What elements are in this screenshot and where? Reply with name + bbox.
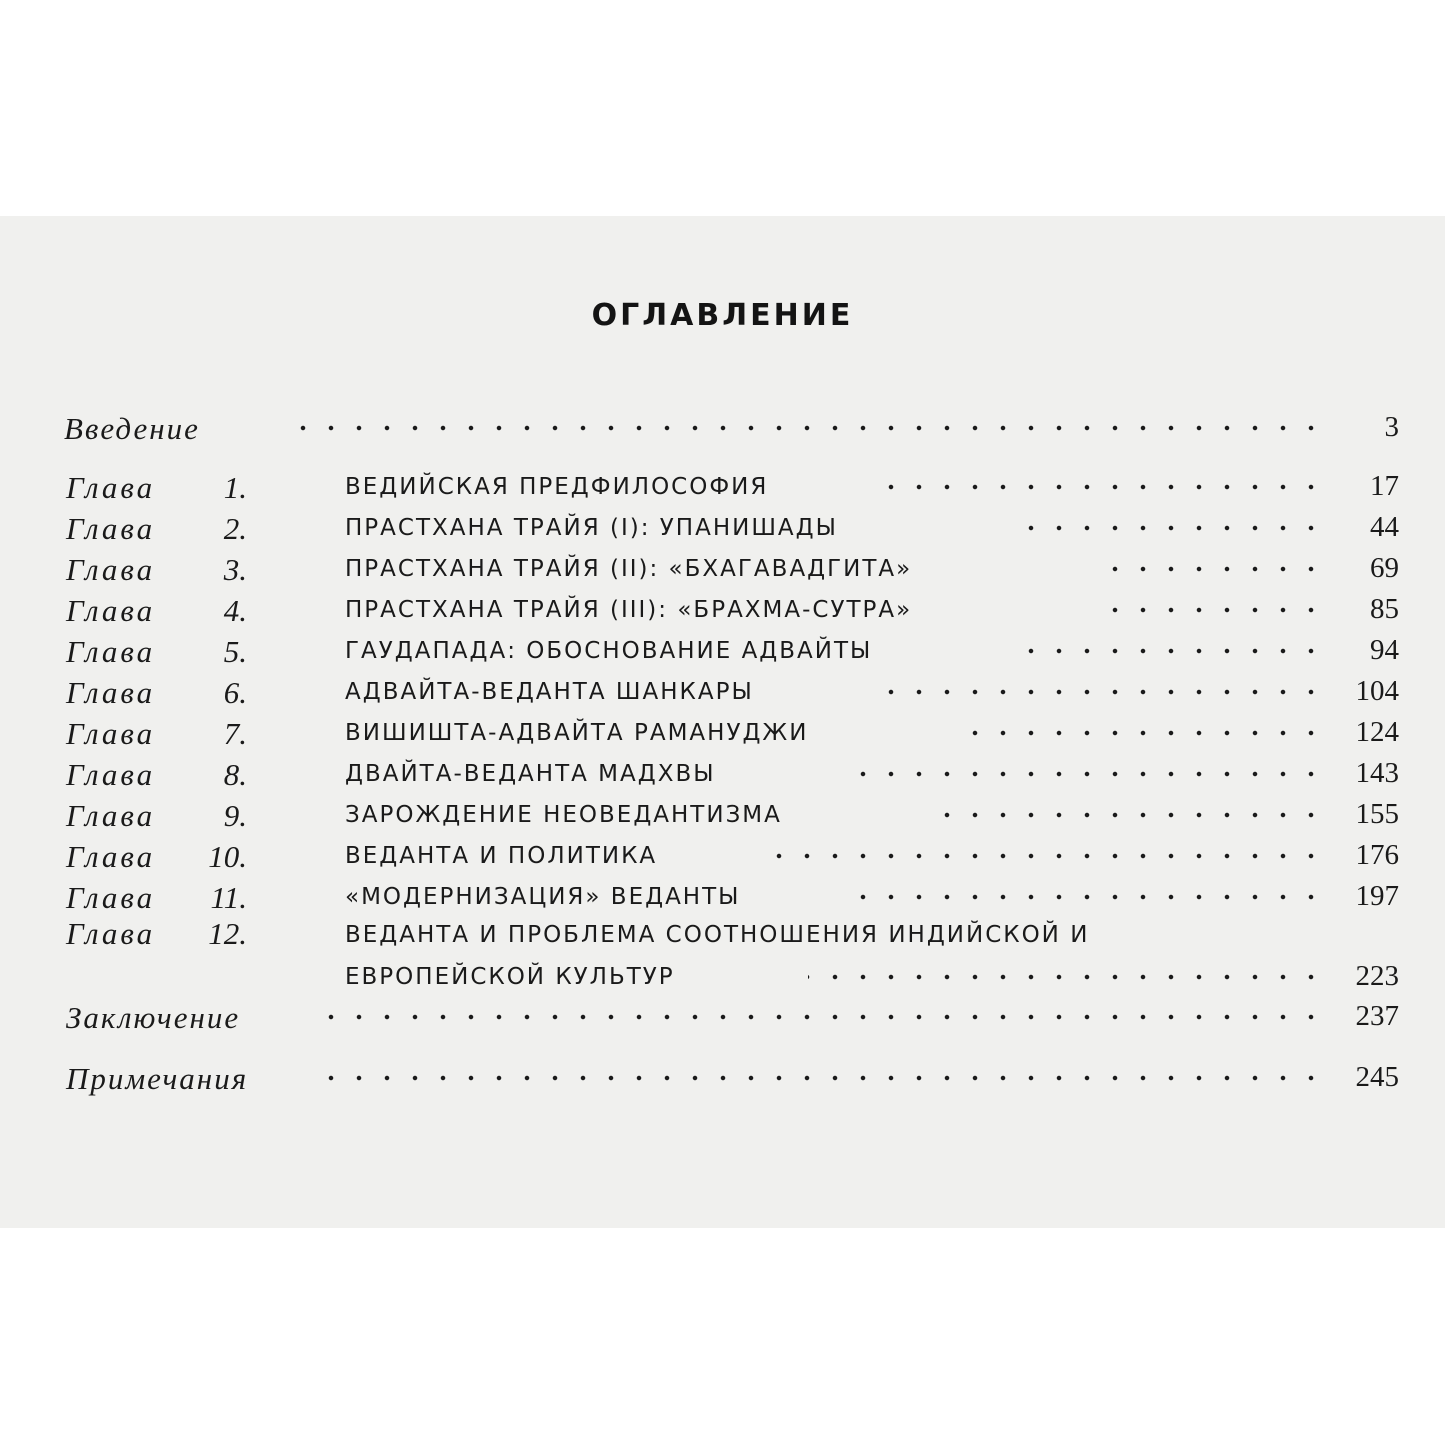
chapter-word: Глава <box>66 634 156 669</box>
chapter-word: Глава <box>66 675 156 710</box>
toc-entry-chapter-6[interactable] <box>0 675 1445 719</box>
page-number: 124 <box>1355 716 1399 748</box>
chapter-title: ПРАСТХАНА ТРАЙЯ (II): «БХАГАВАДГИТА» <box>345 556 913 582</box>
dot-leader <box>880 685 1325 699</box>
dot-leader <box>858 767 1325 781</box>
dot-leader <box>934 808 1325 822</box>
page-number: 143 <box>1355 757 1399 789</box>
chapter-word: Глава <box>66 716 156 751</box>
chapter-number: 8. <box>223 757 247 792</box>
chapter-word: Глава <box>66 552 156 587</box>
chapter-number: 12. <box>208 916 247 951</box>
toc-entry-chapter-9[interactable] <box>0 798 1445 842</box>
dot-leader <box>852 890 1325 904</box>
page-number: 17 <box>1370 470 1399 502</box>
chapter-number: 10. <box>208 839 247 874</box>
chapter-number: 3. <box>223 552 247 587</box>
page-number: 245 <box>1355 1061 1399 1093</box>
dot-leader <box>808 970 1325 984</box>
toc-entry-conclusion[interactable] <box>0 1000 1445 1044</box>
page-number: 3 <box>1384 411 1399 443</box>
dot-leader <box>306 1071 1325 1085</box>
chapter-title: ВЕДАНТА И ПОЛИТИКА <box>345 843 658 869</box>
page-number: 197 <box>1355 880 1399 912</box>
toc-entry-chapter-12[interactable] <box>0 916 1445 1002</box>
toc-entry-chapter-7[interactable] <box>0 716 1445 760</box>
chapter-title: ВЕДИЙСКАЯ ПРЕДФИЛОСОФИЯ <box>345 474 769 500</box>
chapter-title: ЗАРОЖДЕНИЕ НЕОВЕДАНТИЗМА <box>345 802 782 828</box>
chapter-word: Глава <box>66 593 156 628</box>
chapter-number: 6. <box>223 675 247 710</box>
entry-label: Введение <box>64 411 200 446</box>
chapter-word: Глава <box>66 880 156 915</box>
dot-leader <box>886 480 1325 494</box>
toc-entry-chapter-8[interactable] <box>0 757 1445 801</box>
page-title: ОГЛАВЛЕНИЕ <box>591 298 854 333</box>
chapter-number: 11. <box>210 880 247 915</box>
toc-page <box>0 216 1445 1228</box>
toc-entry-chapter-3[interactable] <box>0 552 1445 596</box>
chapter-word: Глава <box>66 916 156 951</box>
page-number: 223 <box>1355 960 1399 992</box>
chapter-title-line-2: ЕВРОПЕЙСКОЙ КУЛЬТУР <box>345 964 675 990</box>
dot-leader <box>286 421 1325 435</box>
chapter-word: Глава <box>66 511 156 546</box>
page-number: 237 <box>1355 1000 1399 1032</box>
page-number: 176 <box>1355 839 1399 871</box>
chapter-number: 9. <box>223 798 247 833</box>
dot-leader <box>1008 521 1325 535</box>
chapter-word: Глава <box>66 798 156 833</box>
entry-label: Заключение <box>66 1000 241 1035</box>
dot-leader <box>1104 562 1325 576</box>
chapter-number: 2. <box>223 511 247 546</box>
toc-entry-chapter-4[interactable] <box>0 593 1445 637</box>
chapter-title-line-1: ВЕДАНТА И ПРОБЛЕМА СООТНОШЕНИЯ ИНДИЙСКОЙ И <box>345 922 1090 948</box>
toc-entry-chapter-10[interactable] <box>0 839 1445 883</box>
chapter-word: Глава <box>66 470 156 505</box>
page-number: 104 <box>1355 675 1399 707</box>
chapter-title: ДВАЙТА-ВЕДАНТА МАДХВЫ <box>345 761 716 787</box>
chapter-number: 5. <box>223 634 247 669</box>
toc-entry-chapter-5[interactable] <box>0 634 1445 678</box>
toc-entry-notes[interactable] <box>0 1061 1445 1105</box>
page-number: 69 <box>1370 552 1399 584</box>
toc-entry-chapter-1[interactable] <box>0 470 1445 514</box>
chapter-title: «МОДЕРНИЗАЦИЯ» ВЕДАНТЫ <box>345 884 741 910</box>
dot-leader <box>1008 644 1325 658</box>
page-number: 155 <box>1355 798 1399 830</box>
page-number: 44 <box>1370 511 1399 543</box>
page-number: 85 <box>1370 593 1399 625</box>
page-number: 94 <box>1370 634 1399 666</box>
dot-leader <box>1104 603 1325 617</box>
chapter-number: 1. <box>223 470 247 505</box>
chapter-number: 4. <box>223 593 247 628</box>
entry-label: Примечания <box>66 1061 249 1096</box>
chapter-word: Глава <box>66 757 156 792</box>
toc-entry-chapter-2[interactable] <box>0 511 1445 555</box>
dot-leader <box>760 849 1325 863</box>
chapter-word: Глава <box>66 839 156 874</box>
toc-entry-intro[interactable] <box>0 411 1445 455</box>
chapter-title: ПРАСТХАНА ТРАЙЯ (I): УПАНИШАДЫ <box>345 515 838 541</box>
chapter-title: ПРАСТХАНА ТРАЙЯ (III): «БРАХМА-СУТРА» <box>345 597 913 623</box>
dot-leader <box>306 1010 1325 1024</box>
dot-leader <box>960 726 1325 740</box>
chapter-number: 7. <box>223 716 247 751</box>
chapter-title: АДВАЙТА-ВЕДАНТА ШАНКАРЫ <box>345 679 754 705</box>
chapter-title: ГАУДАПАДА: ОБОСНОВАНИЕ АДВАЙТЫ <box>345 638 873 664</box>
chapter-title: ВИШИШТА-АДВАЙТА РАМАНУДЖИ <box>345 720 809 746</box>
